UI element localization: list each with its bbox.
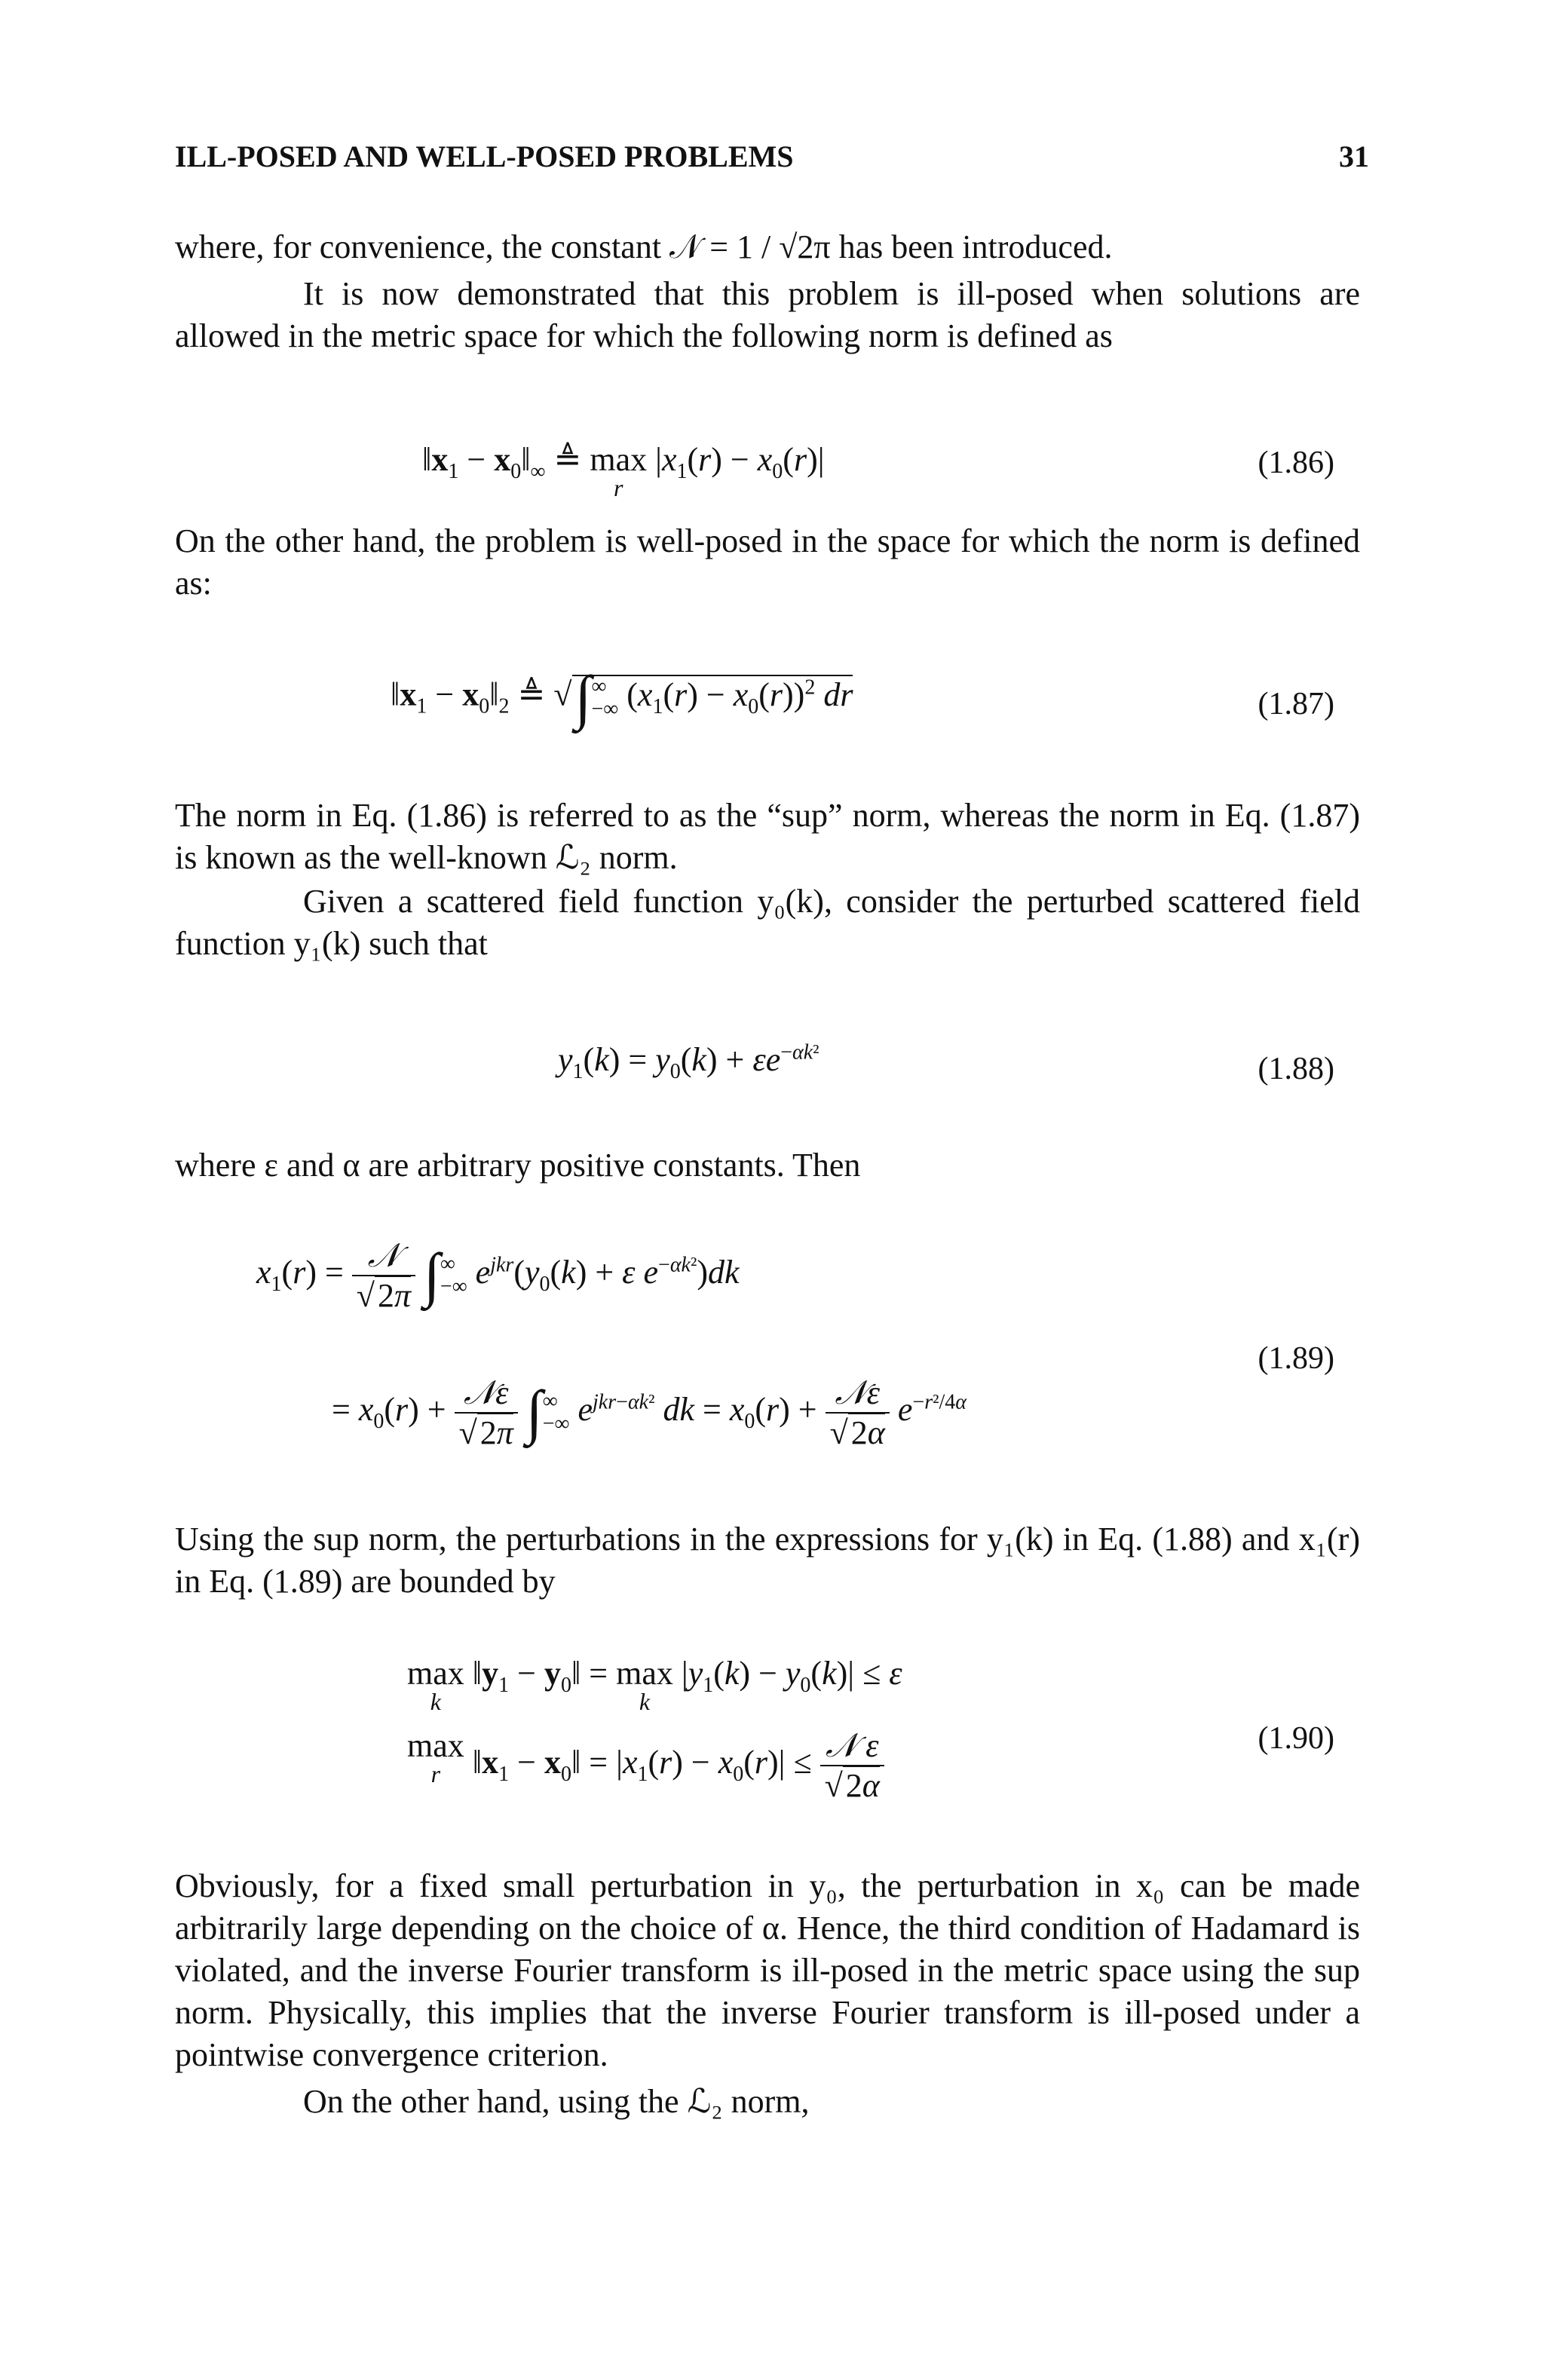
paragraph-hadamard-conclusion: Obviously, for a fixed small perturbation in y₀, the perturbation in x₀ can be made arbitrarily large depending on the choice of α. Hence, the third condition of Hadamard is violated, and the inverse Fourier transform is ill-posed in the metric space using the sup norm. Physically, this implies that the inverse Fourier transform is ill-posed under a pointwise convergence criterion.	[175, 1867, 1360, 2073]
paragraph-l2-norm: On the other hand, using the ℒ₂ norm,	[303, 2083, 810, 2120]
equation-number-1-88: (1.88)	[1258, 1052, 1334, 1086]
paragraph-constants: where ε and α are arbitrary positive constants. Then	[175, 1147, 861, 1184]
equation-1-89-line2: = $x_0(r)$ + $\frac{\text{𝒩ε}}{√2\pi}$ ∫∞ −∞ $e^{jkr-\alpha k^2}$ dk = $x_0(r)$ + $\frac{\text{𝒩ε}}{√2\alpha}$ $e^{-r^2/4\alpha}$	[332, 1374, 967, 1451]
equation-1-90-line1: max k $‖y_1$ − $y_0‖ = \max$ k $|y_1(k) - y_0(k)| \le \varepsilon$	[407, 1655, 902, 1715]
paragraph-sup-norm-bound: Using the sup norm, the perturbations in the expressions for y₁(k) in Eq. (1.88) and x₁(r) in Eq. (1.89) are bounded by	[175, 1521, 1360, 1600]
equation-1-88: $y_1(k) = y_0(k) + \varepsilon e^{-\alpha k^2}$	[558, 1040, 819, 1083]
equation-number-1-86: (1.86)	[1258, 446, 1334, 480]
equation-1-90-line2: max r $‖x_1$ − $x_0‖ = |x_1(r) - x_0(r)|$ ≤ $\frac{\text{𝒩 ε}}{√2\alpha}$	[407, 1726, 884, 1805]
equation-number-1-89: (1.89)	[1258, 1341, 1334, 1376]
paragraph-ill-posed-intro: It is now demonstrated that this problem is ill-posed when solutions are allowed in the metric space for which the following norm is defined as	[175, 275, 1360, 354]
equation-1-89-line1: $x_1(r)$ = $\frac{\text{𝒩}}{√2\pi}$ ∫∞ −∞ $e^{jkr}(y_0(k) + \varepsilon$ $e^{-\alpha k^2})dk$	[256, 1236, 740, 1314]
equation-number-1-87: (1.87)	[1258, 687, 1334, 721]
paragraph-norm-description: The norm in Eq. (1.86) is referred to as the “sup” norm, whereas the norm in Eq. (1.87) is known as the well-known ℒ₂ norm.	[175, 797, 1360, 876]
equation-1-86: $‖x_1$ − $x_0‖_\infty$ ≜ max r $|x_1(r) - x_0(r)|$	[422, 441, 825, 501]
page-number: 31	[1339, 139, 1369, 173]
chapter-title: ILL-POSED AND WELL-POSED PROBLEMS	[175, 139, 794, 173]
paragraph-well-posed-intro: On the other hand, the problem is well-posed in the space for which the norm is defined as:	[175, 522, 1360, 602]
equation-1-87: $‖x_1$ − $x_0‖_2$ ≜ √∫∞ −∞ $(x_1(r) - x_0(r))^2$ dr	[391, 664, 853, 731]
paragraph-scattered-field: Given a scattered field function y₀(k), consider the perturbed scattered field function y₁(k) such that	[175, 883, 1360, 962]
paragraph-constant-note: where, for convenience, the constant 𝒩 = 1 / √2π has been introduced.	[175, 228, 1113, 265]
equation-number-1-90: (1.90)	[1258, 1721, 1334, 1756]
